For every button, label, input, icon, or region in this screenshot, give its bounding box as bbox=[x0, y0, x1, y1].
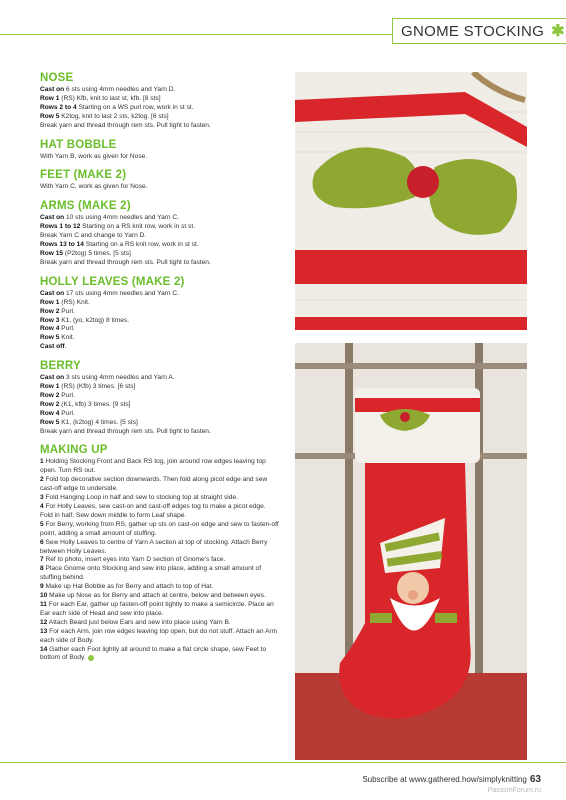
section-title: HOLLY LEAVES (MAKE 2) bbox=[40, 275, 185, 288]
instruction-label: 6 bbox=[40, 538, 44, 546]
instruction-text: Attach Beard just below Ears and sew into place using Yarn B. bbox=[47, 618, 231, 626]
instruction-label: Cast on bbox=[40, 86, 65, 93]
header-rule bbox=[0, 34, 392, 35]
instruction-line bbox=[40, 223, 280, 232]
instruction-line bbox=[40, 410, 280, 419]
section-berry bbox=[40, 360, 280, 436]
instruction-line bbox=[40, 183, 280, 192]
instruction-label: Row 2 bbox=[40, 307, 60, 315]
page-title: GNOME STOCKING bbox=[401, 22, 545, 40]
instruction-line bbox=[40, 122, 280, 131]
instruction-line bbox=[40, 299, 280, 308]
instruction-text: Fold top decorative section downwards. Then fold along picot edge and sew cast-off edge to underside. bbox=[40, 476, 268, 493]
pattern-column bbox=[40, 72, 280, 671]
instruction-text: Place Gnome onto Stocking and sew into place, adding a small amount of stuffing behind. bbox=[40, 565, 262, 582]
instruction-text: Ref to photo, insert eyes into Yarn D section of Gnome's face. bbox=[43, 556, 226, 564]
instruction-label: 12 bbox=[40, 618, 48, 626]
instruction-line bbox=[40, 113, 280, 122]
instruction-label: Row 3 bbox=[40, 316, 60, 324]
gnome-stocking-photo bbox=[295, 343, 527, 760]
instruction-line bbox=[40, 556, 280, 565]
instruction-text: (P2tog) 5 times. [5 sts] bbox=[63, 249, 131, 257]
instruction-label: 1 bbox=[40, 458, 44, 466]
instruction-line bbox=[40, 317, 280, 326]
instruction-label: Row 1 bbox=[40, 383, 60, 391]
page-footer bbox=[362, 774, 541, 785]
instruction-label: Row 2 bbox=[40, 391, 60, 399]
instruction-label: 7 bbox=[40, 556, 44, 564]
instruction-line bbox=[40, 153, 280, 162]
instruction-label: 11 bbox=[40, 600, 47, 608]
instruction-text: Starting on a WS purl row, work in st st. bbox=[76, 103, 194, 111]
section-title: ARMS (MAKE 2) bbox=[40, 200, 131, 213]
watermark: PassionForum.ru bbox=[487, 787, 541, 794]
instruction-text: K2tog, knit to last 2 sts, k2tog. [6 sts] bbox=[59, 112, 169, 120]
instruction-line bbox=[40, 401, 280, 410]
section-title: BERRY bbox=[40, 360, 81, 373]
instruction-line bbox=[40, 592, 280, 601]
instruction-text: 10 sts using 4mm needles and Yarn C. bbox=[64, 214, 180, 222]
instruction-label: Cast on bbox=[40, 214, 65, 222]
instruction-text: For each Ear, gather up fasten-off point tightly to make a semicircle. Place an Ear each side of Head and sew into place. bbox=[40, 600, 274, 617]
end-mark-icon bbox=[88, 655, 94, 661]
instruction-text: Purl. bbox=[59, 409, 75, 417]
section-title: FEET (MAKE 2) bbox=[40, 169, 127, 182]
instruction-line bbox=[40, 494, 280, 503]
instruction-text: Gather each Foot lightly all around to make a flat circle shape, sew Feet to bottom of Body. bbox=[40, 645, 267, 662]
instruction-label: Row 2 bbox=[40, 400, 60, 408]
instruction-text: Break yarn and thread through rem sts. Pull tight to fasten. bbox=[40, 121, 211, 129]
instruction-line bbox=[40, 601, 280, 619]
section-holly bbox=[40, 276, 280, 352]
instruction-label: Rows 13 to 14 bbox=[40, 241, 84, 249]
instruction-text: (RS) Knit. bbox=[59, 298, 90, 306]
instruction-label: Row 15 bbox=[40, 249, 64, 257]
instruction-label: 10 bbox=[40, 592, 48, 600]
instruction-line bbox=[40, 250, 280, 259]
instruction-text: 3 sts using 4mm needles and Yarn A. bbox=[64, 374, 175, 382]
instruction-text: For each Arm, join row edges leaving top open, but do not stuff. Attach an Arm each side of Body. bbox=[40, 627, 278, 644]
instruction-text: With Yarn B, work as given for Nose. bbox=[40, 152, 148, 160]
instruction-label: Rows 1 to 12 bbox=[40, 223, 81, 231]
instruction-line bbox=[40, 383, 280, 392]
instruction-line bbox=[40, 646, 280, 664]
instruction-line bbox=[40, 104, 280, 113]
instruction-text: Fold Hanging Loop in half and sew to stocking top at straight side. bbox=[43, 494, 238, 502]
instruction-label: Cast off bbox=[40, 343, 65, 351]
instruction-line bbox=[40, 95, 280, 104]
instruction-label: Row 1 bbox=[40, 298, 60, 306]
instruction-text: For Berry, working from RS, gather up sts on cast-on edge and sew to fasten-off point, adding a small amount of stuffing. bbox=[40, 520, 279, 537]
instruction-text: Purl. bbox=[59, 325, 75, 333]
section-title: HAT BOBBLE bbox=[40, 138, 117, 151]
instruction-line bbox=[40, 583, 280, 592]
instruction-line bbox=[40, 619, 280, 628]
instruction-label: 8 bbox=[40, 565, 44, 573]
instruction-text: Holding Stocking Front and Back RS tog, join around row edges leaving top open. Turn RS out. bbox=[40, 458, 266, 475]
instruction-label: Row 4 bbox=[40, 409, 60, 417]
snowflake-icon: ✱ bbox=[551, 23, 565, 40]
instruction-text: 6 sts using 4mm needles and Yarn D. bbox=[64, 86, 176, 93]
instruction-line bbox=[40, 214, 280, 223]
instruction-line bbox=[40, 458, 280, 476]
instruction-text: (RS) (Kfb) 3 times. [6 sts] bbox=[59, 383, 136, 391]
instruction-label: 5 bbox=[40, 520, 44, 528]
instruction-label: 9 bbox=[40, 583, 44, 591]
instruction-text: Starting on a RS knit row, work in st st. bbox=[83, 241, 199, 249]
instruction-line bbox=[40, 539, 280, 557]
instruction-label: 14 bbox=[40, 645, 48, 653]
instruction-line bbox=[40, 503, 280, 521]
instruction-label: 3 bbox=[40, 494, 44, 502]
instruction-line bbox=[40, 476, 280, 494]
instruction-label: 13 bbox=[40, 627, 48, 635]
instruction-text: Break Yarn C and change to Yarn D. bbox=[40, 232, 147, 240]
instruction-text: With Yarn C, work as given for Nose. bbox=[40, 183, 148, 191]
page-header bbox=[392, 18, 566, 44]
instruction-text: 17 sts using 4mm needles and Yarn C. bbox=[64, 289, 180, 297]
instruction-text: (RS) Kfb, knit to last st, kfb. [8 sts] bbox=[59, 94, 161, 102]
instruction-line bbox=[40, 290, 280, 299]
instruction-line bbox=[40, 232, 280, 241]
instruction-text: Break yarn and thread through rem sts. Pull tight to fasten. bbox=[40, 258, 211, 266]
section-making-up bbox=[40, 444, 280, 663]
instruction-label: Rows 2 to 4 bbox=[40, 103, 77, 111]
instruction-text: Starting on a RS knit row, work in st st. bbox=[80, 223, 196, 231]
instruction-line bbox=[40, 308, 280, 317]
instruction-label: Cast on bbox=[40, 374, 65, 382]
subscribe-text: Subscribe at www.gathered.how/simplyknitting bbox=[362, 775, 527, 784]
instruction-text: K1, (yo, k2tog) 8 times. bbox=[59, 316, 130, 324]
instruction-line bbox=[40, 428, 280, 437]
instruction-label: Row 5 bbox=[40, 334, 60, 342]
instruction-text: Sew Holly Leaves to centre of Yarn A section at top of stocking. Attach Berry between Holly Leaves. bbox=[40, 538, 268, 555]
section-nose bbox=[40, 72, 280, 131]
instruction-line bbox=[40, 241, 280, 250]
instruction-line bbox=[40, 343, 280, 352]
instruction-text: For Holly Leaves, sew cast-on and cast-off edges tog to make a picot edge. Fold in half. Sew down middle to form Leaf shape. bbox=[40, 503, 266, 519]
instruction-label: Row 5 bbox=[40, 112, 60, 120]
instruction-label: Row 5 bbox=[40, 418, 60, 426]
instruction-line bbox=[40, 86, 280, 95]
instruction-line bbox=[40, 374, 280, 383]
instruction-line bbox=[40, 419, 280, 428]
instruction-text: Make up Nose as for Berry and attach at centre, below and between eyes. bbox=[47, 592, 266, 600]
instruction-line bbox=[40, 521, 280, 539]
instruction-text: Break yarn and thread through rem sts. Pull tight to fasten. bbox=[40, 427, 211, 435]
instruction-text: K1, (k2tog) 4 times. [5 sts] bbox=[59, 418, 138, 426]
instruction-line bbox=[40, 392, 280, 401]
instruction-text: Knit. bbox=[59, 334, 75, 342]
instruction-line bbox=[40, 628, 280, 646]
section-feet bbox=[40, 169, 280, 192]
instruction-line bbox=[40, 325, 280, 334]
instruction-text: Purl. bbox=[59, 307, 75, 315]
instruction-text: (K1, kfb) 3 times. [9 sts] bbox=[59, 400, 131, 408]
footer-rule bbox=[0, 762, 566, 763]
instruction-line bbox=[40, 565, 280, 583]
section-title: MAKING UP bbox=[40, 444, 108, 457]
section-hat-bobble bbox=[40, 139, 280, 162]
instruction-line bbox=[40, 334, 280, 343]
page-number: 63 bbox=[529, 774, 541, 785]
instruction-line bbox=[40, 259, 280, 268]
instruction-label: 2 bbox=[40, 476, 44, 484]
holly-closeup-photo bbox=[295, 72, 527, 330]
instruction-label: 4 bbox=[40, 503, 44, 510]
section-title: NOSE bbox=[40, 72, 74, 84]
instruction-label: Row 4 bbox=[40, 325, 60, 333]
instruction-text: Purl. bbox=[59, 391, 75, 399]
section-arms bbox=[40, 200, 280, 267]
instruction-text: . bbox=[64, 343, 67, 351]
instruction-text: Make up Hat Bobble as for Berry and attach to top of Hat. bbox=[43, 583, 214, 591]
instruction-label: Cast on bbox=[40, 289, 65, 297]
instruction-label: Row 1 bbox=[40, 94, 60, 102]
